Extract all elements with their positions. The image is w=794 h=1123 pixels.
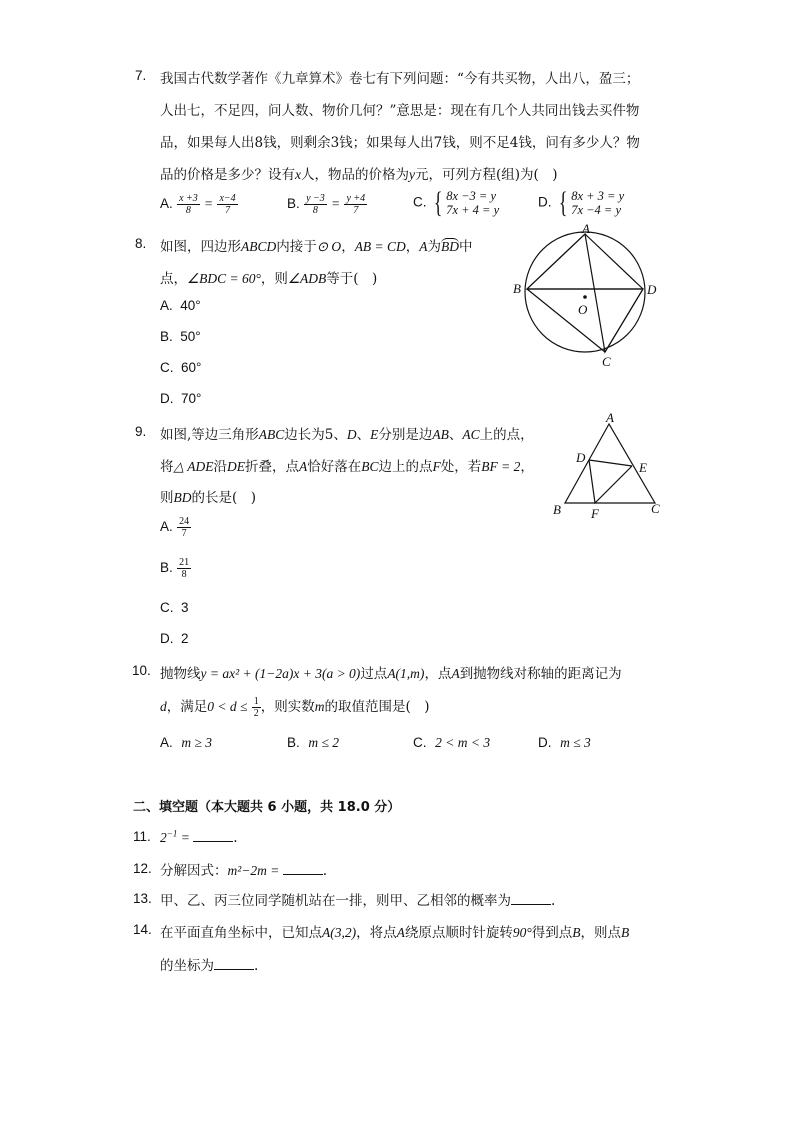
circle-o xyxy=(525,232,645,352)
answer-blank[interactable] xyxy=(283,860,323,875)
question-number: 7. xyxy=(135,68,147,83)
label-c: C xyxy=(602,354,611,369)
label-d: D xyxy=(647,282,657,297)
option-d[interactable]: D. 2 xyxy=(160,631,189,646)
fold-line-de xyxy=(589,460,632,466)
question-text: 则BD的长是( ) xyxy=(160,490,257,506)
option-b[interactable]: B. $\frac{21}{8}$ xyxy=(160,557,190,580)
question-text: 点，∠BDC = 60°，则∠ADB等于( ) xyxy=(160,271,378,287)
option-b[interactable]: B. 50° xyxy=(160,329,201,344)
question-text: 人出七，不足四，问人数、物价几何？”意思是：现在有几个人共同出钱去买件物 xyxy=(160,103,640,119)
option-b[interactable]: B. $\frac{y -3}{8}$ = $\frac{y +4}{7}$ xyxy=(287,193,366,216)
question-text: 分解因式：m²−2m = . xyxy=(160,859,327,879)
label-b: B xyxy=(513,281,521,296)
option-d[interactable]: D. 70° xyxy=(160,391,202,406)
option-c[interactable]: C. { 8x −3 = y 7x + 4 = y xyxy=(413,186,500,219)
label-e: E xyxy=(639,460,647,475)
question-text: 品的价格是多少？设有x人，物品的价格为y元，可列方程(组)为( ) xyxy=(160,167,558,183)
quadrilateral-abcd xyxy=(527,234,643,352)
label-o: O xyxy=(578,302,588,317)
question-text: d，满足0 < d ≤ $\frac{1}{2}$ ，则实数m的取值范围是( ) xyxy=(160,696,430,719)
label-a: A xyxy=(582,221,590,236)
option-d[interactable]: D. m ≤ 3 xyxy=(538,735,591,750)
section-title: 二、填空题（本大题共 6 小题，共 18.0 分） xyxy=(133,800,401,815)
question-text: 抛物线y = ax² + (1−2a)x + 3(a > 0)过点A(1,m)，点A到抛物线对称轴的距离记为 xyxy=(160,666,622,682)
question-number: 8. xyxy=(135,236,147,251)
answer-blank[interactable] xyxy=(193,827,233,842)
question-text: 在平面直角坐标中，已知点A(3,2)，将点A绕原点顺时针旋转90°得到点B，则点B xyxy=(160,925,630,941)
question-text: 的坐标为 . xyxy=(160,954,258,974)
label-d: D xyxy=(576,450,586,465)
question-number: 12. xyxy=(133,861,152,876)
question-text: 品，如果每人出8钱，则剩余3钱；如果每人出7钱，则不足4钱，问有多少人？物 xyxy=(160,135,640,151)
option-d[interactable]: D. { 8x + 3 = y 7x −4 = y xyxy=(538,186,625,219)
option-a[interactable]: A. 40° xyxy=(160,298,201,313)
folded-triangle-figure xyxy=(548,410,668,525)
label-f: F xyxy=(591,506,599,521)
question-number: 14. xyxy=(133,922,152,937)
label-a: A xyxy=(606,410,614,425)
option-c[interactable]: C. 60° xyxy=(160,360,202,375)
label-c: C xyxy=(651,501,660,516)
question-text: 将△ ADE沿DE折叠，点A恰好落在BC边上的点F处，若BF = 2， xyxy=(160,459,534,475)
circle-quadrilateral-figure xyxy=(505,220,665,375)
question-text: 甲、乙、丙三位同学随机站在一排，则甲、乙相邻的概率为 . xyxy=(160,889,555,909)
question-number: 9. xyxy=(135,424,147,439)
option-c[interactable]: C. 3 xyxy=(160,600,189,615)
label-b: B xyxy=(553,502,561,517)
question-text: 如图，四边形ABCD内接于⊙ O，AB = CD，A为BD中 xyxy=(160,239,473,255)
question-number: 11. xyxy=(133,829,151,844)
question-number: 10. xyxy=(132,663,151,678)
option-a[interactable]: A. m ≥ 3 xyxy=(160,735,213,750)
option-b[interactable]: B. m ≤ 2 xyxy=(287,735,340,750)
triangle-dfe xyxy=(589,460,632,503)
option-c[interactable]: C. 2 < m < 3 xyxy=(413,735,491,750)
question-text: 我国古代数学著作《九章算术》卷七有下列问题：“今有共买物，人出八，盈三； xyxy=(160,71,640,87)
option-a[interactable]: A. $\frac{24}{7}$ xyxy=(160,516,190,539)
question-text: $2^{-1}$ = . xyxy=(160,828,238,846)
question-number: 13. xyxy=(133,891,152,906)
option-a[interactable]: A. $\frac{x +3}{8}$ = $\frac{x-4}{7}$ xyxy=(160,193,236,216)
answer-blank[interactable] xyxy=(511,890,551,905)
answer-blank[interactable] xyxy=(214,955,254,970)
question-text: 如图,等边三角形ABC边长为5、D、E分别是边AB、AC上的点， xyxy=(160,427,534,443)
center-point-o xyxy=(583,295,587,299)
